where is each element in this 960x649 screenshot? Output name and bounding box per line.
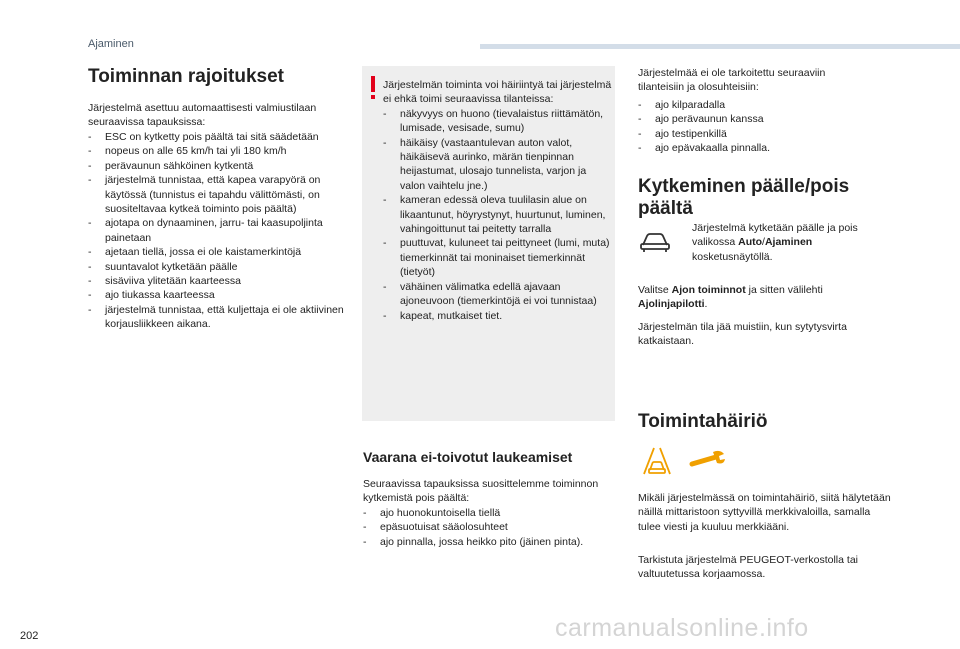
unwanted-intro: Seuraavissa tapauksissa suosittelemme toiminnon kytkemistä pois päältä: xyxy=(363,478,599,505)
lane-warning-icon xyxy=(644,448,670,474)
list-item: - puuttuvat, kuluneet tai peittyneet (lumi, muta) tiemerkinnät tai moninaiset tiemerkinnät (tietyöt) xyxy=(383,236,613,279)
list-item: - näkyvyys on huono (tievalaistus riittämätön, lumisade, vesisade, sumu) xyxy=(383,107,613,136)
unwanted-list xyxy=(363,506,625,549)
lane-car-icon xyxy=(638,224,672,254)
select-text-a: Valitse xyxy=(638,284,672,296)
menu-ajaminen: Ajaminen xyxy=(764,236,813,249)
list-item: - ajo huonokuntoisella tiellä xyxy=(363,506,625,520)
list-item: - ajo epävakaalla pinnalla. xyxy=(638,141,868,155)
list-item: - perävaunun sähköinen kytkentä xyxy=(88,159,346,173)
list-item: - ajo kilparadalla xyxy=(638,98,868,112)
section-label: Ajaminen xyxy=(88,38,134,50)
warning-intro: Järjestelmän toiminta voi häiriintyä tai järjestelmä ei ehkä toimi seuraavissa tilanteissa: xyxy=(383,79,612,106)
list-item: - ajetaan tiellä, jossa ei ole kaistamerkintöjä xyxy=(88,245,346,259)
list-item: - epäsuotuisat sääolosuhteet xyxy=(363,520,625,534)
select-text-e: . xyxy=(704,298,708,311)
fault-text-1: Mikäli järjestelmässä on toimintahäiriö, siitä hälytetään näillä mittaristoon syttyvillä merkkivaloilla, samalla tulee viesti ja kuuluu merkkiääni. xyxy=(638,492,891,533)
fault-heading: Toimintahäiriö xyxy=(638,411,768,432)
list-item: - järjestelmä tunnistaa, että kapea varapyörä on käytössä (tunnistus ei tapahdu välittömästi, on suositeltavaa kytkeä toiminto pois päältä) xyxy=(88,173,346,216)
list-item: - häikäisy (vastaantulevan auton valot, häikäisevä aurinko, märän tienpinnan heijastumat, ulosajo tunnelista, varjon ja valon vaihtelu jne.) xyxy=(383,136,613,194)
watermark: carmanualsonline.info xyxy=(555,614,809,642)
list-item: - vähäinen välimatka edellä ajavaan ajoneuvoon (tiemerkintöjä ei voi tunnistaa) xyxy=(383,280,613,309)
list-item: - ajo perävaunun kanssa xyxy=(638,112,868,126)
activation-heading-line2: päältä xyxy=(638,198,693,219)
list-item: - järjestelmä tunnistaa, että kuljettaja ei ole aktiivinen korjausliikkeen aikana. xyxy=(88,303,346,332)
not-intended-list xyxy=(638,98,868,156)
list-item: - ESC on kytketty pois päältä tai sitä säädetään xyxy=(88,130,346,144)
select-text-c: ja sitten välilehti xyxy=(745,284,823,296)
page-number: 202 xyxy=(20,630,39,642)
limitations-heading: Toiminnan rajoitukset xyxy=(88,66,285,87)
menu-ajon-toiminnot: Ajon toiminnot xyxy=(671,284,746,296)
list-item: - sisäviiva ylitetään kaarteessa xyxy=(88,274,346,288)
warning-list xyxy=(383,107,613,323)
not-intended-intro: Järjestelmää ei ole tarkoitettu seuraaviin tilanteisiin ja olosuhteisiin: xyxy=(638,67,826,94)
menu-auto: Auto xyxy=(738,236,763,249)
unwanted-heading: Vaarana ei-toivotut laukeamiset xyxy=(363,449,573,465)
limitations-intro: Järjestelmä asettuu automaattisesti valmiustilaan seuraavissa tapauksissa: xyxy=(88,102,317,129)
menu-separator: / xyxy=(762,236,765,249)
activation-text xyxy=(692,221,872,264)
fault-text-2: Tarkistuta järjestelmä PEUGEOT-verkostolla tai valtuutetussa korjaamossa. xyxy=(638,554,858,581)
list-item: - kapeat, mutkaiset tiet. xyxy=(383,309,613,323)
activation-text-a: Järjestelmä kytketään päälle ja pois valikossa xyxy=(692,222,858,249)
tab-ajolinjapilotti: Ajolinjapilotti xyxy=(638,298,705,311)
fault-icons xyxy=(640,444,730,476)
list-item: - ajo pinnalla, jossa heikko pito (jäinen pinta). xyxy=(363,535,625,549)
activation-heading xyxy=(638,176,849,220)
memory-text: Järjestelmän tila jää muistiin, kun sytytysvirta katkaistaan. xyxy=(638,321,847,348)
exclamation-icon xyxy=(368,76,378,100)
header-bar xyxy=(480,44,960,49)
list-item: - nopeus on alle 65 km/h tai yli 180 km/h xyxy=(88,144,346,158)
list-item: - suuntavalot kytketään päälle xyxy=(88,260,346,274)
list-item: - kameran edessä oleva tuulilasin alue on likaantunut, höyrystynyt, huurtunut, luminen, vahingoittunut tai peitetty tarralla xyxy=(383,193,613,236)
list-item: - ajotapa on dynaaminen, jarru- tai kaasupoljinta painetaan xyxy=(88,216,346,245)
select-text xyxy=(638,283,888,312)
activation-heading-line1: Kytkeminen päälle/pois xyxy=(638,176,850,197)
warning-content xyxy=(383,78,613,323)
list-item: - ajo tiukassa kaarteessa xyxy=(88,288,346,302)
activation-text-e: kosketusnäytöllä. xyxy=(692,250,773,263)
list-item: - ajo testipenkillä xyxy=(638,127,868,141)
wrench-icon xyxy=(692,451,725,464)
limitations-list xyxy=(88,130,346,332)
